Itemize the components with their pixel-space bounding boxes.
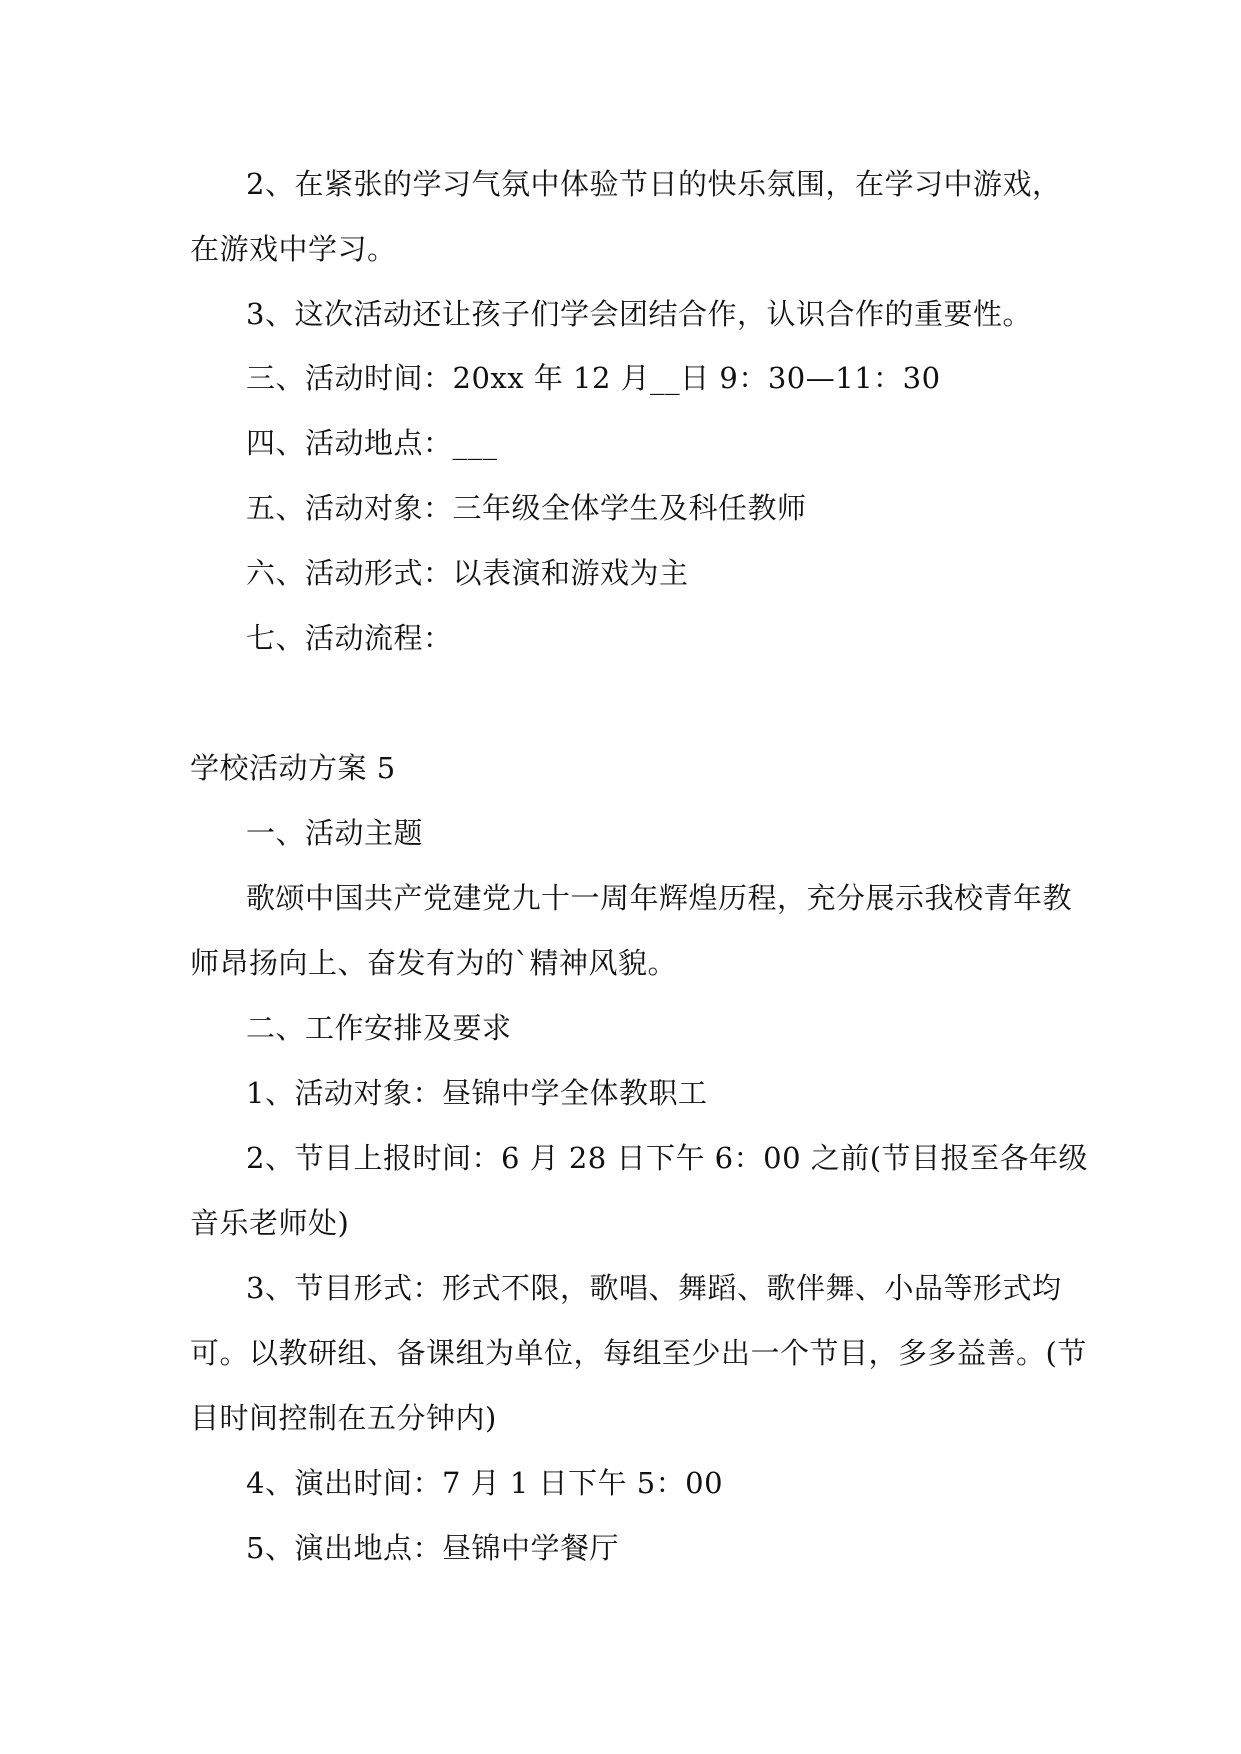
text-line: 2、节目上报时间：6 月 28 日下午 6：00 之前(节目报至各年级 [246,1141,1089,1175]
text-line: 可。以教研组、备课组为单位，每组至少出一个节目，多多益善。(节 [190,1336,1087,1370]
text-line: 2、在紧张的学习气氛中体验节日的快乐氛围，在学习中游戏， [246,167,1062,201]
text-line: 3、这次活动还让孩子们学会团结合作，认识合作的重要性。 [246,297,1032,331]
text-line: 目时间控制在五分钟内) [190,1401,497,1435]
text-line: 一、活动主题 [246,816,424,850]
text-line: 四、活动地点：___ [246,426,498,460]
text-line: 3、节目形式：形式不限，歌唱、舞蹈、歌伴舞、小品等形式均 [246,1271,1062,1305]
text-line: 三、活动时间：20xx 年 12 月__日 9：30—11：30 [246,361,941,395]
text-line: 师昂扬向上、奋发有为的`精神风貌。 [190,946,678,980]
text-line: 在游戏中学习。 [190,232,397,266]
text-line: 音乐老师处) [190,1206,350,1240]
text-line: 二、工作安排及要求 [246,1011,512,1045]
text-line: 歌颂中国共产党建党九十一周年辉煌历程，充分展示我校青年教 [246,881,1073,915]
text-line: 六、活动形式：以表演和游戏为主 [246,556,689,590]
text-line: 4、演出时间：7 月 1 日下午 5：00 [246,1466,724,1500]
text-line: 七、活动流程： [246,621,453,655]
text-line: 1、活动对象：昼锦中学全体教职工 [246,1076,708,1110]
text-line: 5、演出地点：昼锦中学餐厅 [246,1531,619,1565]
section-title: 学校活动方案 5 [190,751,396,785]
text-line: 五、活动对象：三年级全体学生及科任教师 [246,491,807,525]
